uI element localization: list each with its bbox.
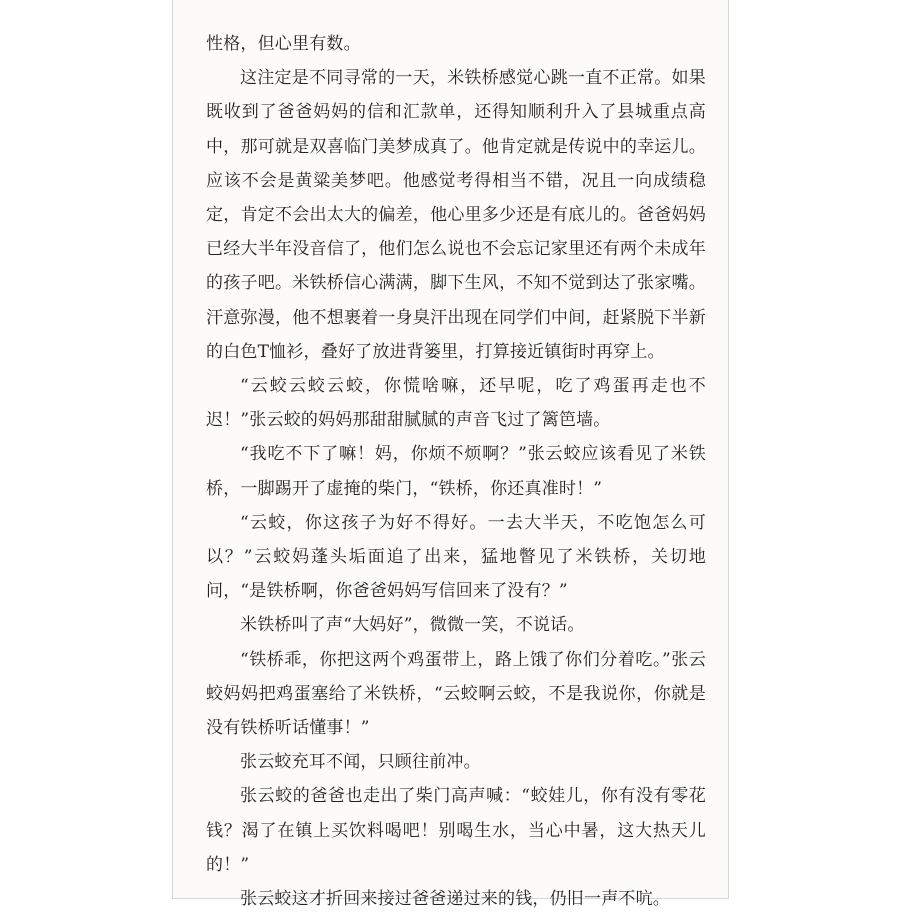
paragraph-10: 张云蛟这才折回来接过爸爸递过来的钱，仍旧一声不吭。 <box>240 889 670 910</box>
book-page <box>172 0 729 910</box>
paragraph-1: 性格，但心里有数。 <box>206 34 361 54</box>
paragraph-4: “我吃不下了嘛！妈，你烦不烦啊？”张云蛟应该看见了米铁桥，一脚踢开了虚掩的柴门，“铁桥，你还真准时！” <box>206 444 706 499</box>
paragraph-5: “云蛟，你这孩子为好不得好。一去大半天，不吃饱怎么可以？”云蛟妈蓬头垢面追了出来，猛地瞥见了米铁桥，关切地问，“是铁桥啊，你爸爸妈妈写信回来了没有？” <box>206 512 706 602</box>
paragraph-3: “云蛟云蛟云蛟，你慌啥嘛，还早呢，吃了鸡蛋再走也不迟！”张云蛟的妈妈那甜甜腻腻的声音飞过了篱笆墙。 <box>206 376 706 431</box>
paragraph-8: 张云蛟充耳不闻，只顾往前冲。 <box>240 752 481 773</box>
page-text <box>206 27 706 916</box>
paragraph-9: 张云蛟的爸爸也走出了柴门高声喊：“蛟娃儿，你有没有零花钱？渴了在镇上买饮料喝吧！别喝生水，当心中暑，这大热天儿的！” <box>206 786 706 875</box>
paragraph-7: “铁桥乖，你把这两个鸡蛋带上，路上饿了你们分着吃。”张云蛟妈妈把鸡蛋塞给了米铁桥，“云蛟啊云蛟，不是我说你，你就是没有铁桥听话懂事！” <box>206 649 706 739</box>
paragraph-6: 米铁桥叫了声“大妈好”，微微一笑，不说话。 <box>240 615 585 636</box>
paragraph-2: 这注定是不同寻常的一天，米铁桥感觉心跳一直不正常。如果既收到了爸爸妈妈的信和汇款单，还得知顺利升入了县城重点高中，那可就是双喜临门美梦成真了。他肯定就是传说中的幸运儿。应该不会是黄粱美梦吧。他感觉考得相当不错，况且一向成绩稳定，肯定不会出太大的偏差，他心里多少还是有底儿的。爸爸妈妈已经大半年没音信了，他们怎么说也不会忘记家里还有两个未成年的孩子吧。米铁桥信心满满，脚下生风，不知不觉到达了张家嘴。汗意弥漫，他不想裹着一身臭汗出现在同学们中间，赶紧脱下半新的白色T恤衫，叠好了放进背篓里，打算接近镇街时再穿上。 <box>206 68 706 362</box>
